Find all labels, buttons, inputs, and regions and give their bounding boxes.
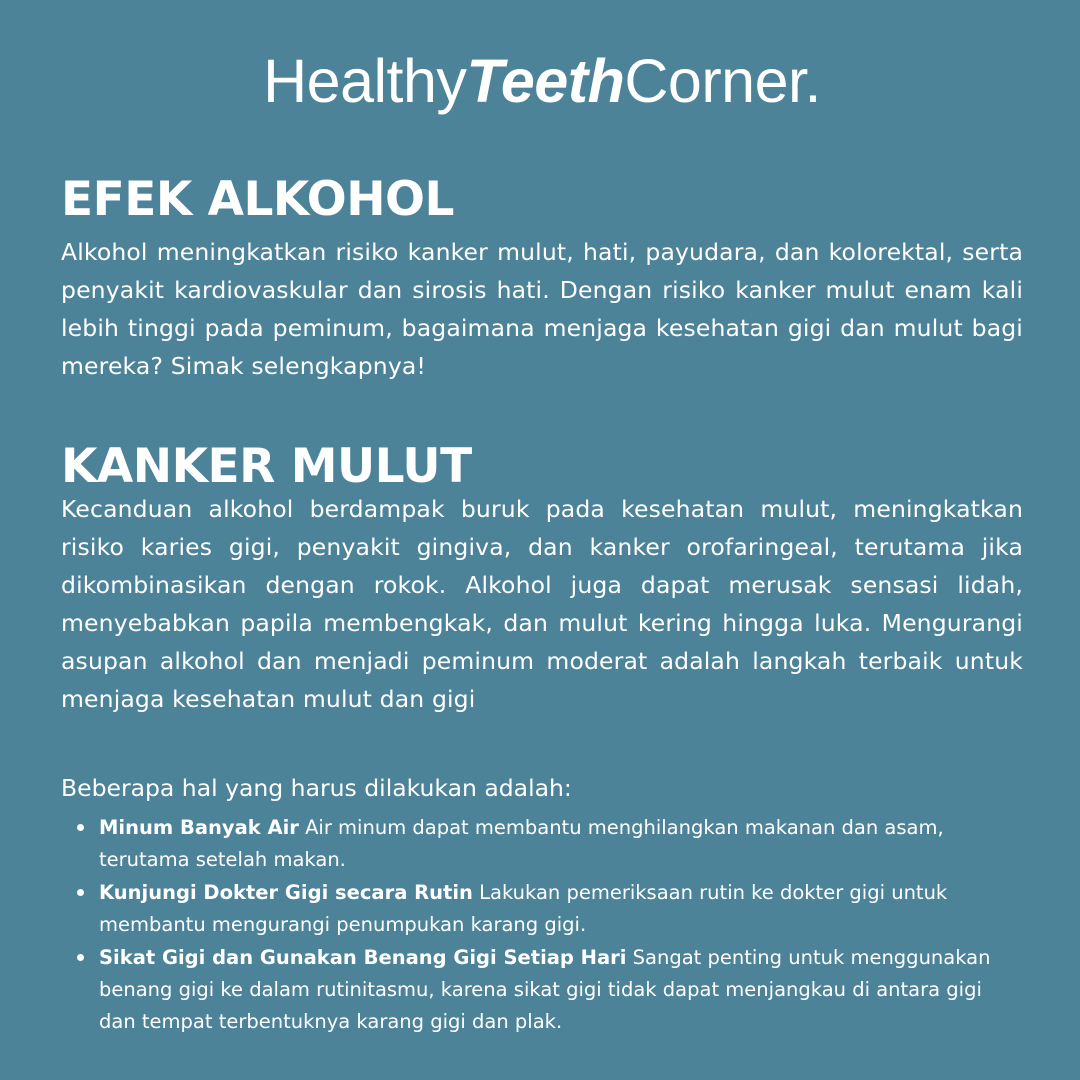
brand-part-corner: Corner. [624,47,821,115]
section-heading-efek-alkohol: EFEK ALKOHOL [61,172,454,227]
section-body-kanker-mulut: Kecanduan alkohol berdampak buruk pada kesehatan mulut, meningkatkan risiko karies gigi, penyakit gingiva, dan kanker orofaringeal, terutama jika dikombinasikan dengan rokok. Alkohol juga dapat merusak sensasi lidah, menyebabkan papila membengkak, dan mulut kering hingga luka. Mengurangi asupan alkohol dan menjadi peminum moderat adalah langkah terbaik untuk menjaga kesehatan mulut dan gigi [61,495,1023,713]
tip-text: Lakukan pemeriksaan rutin ke dokter gigi untuk membantu mengurangi penumpukan karang gigi. [99,881,948,936]
brand-part-teeth: Teeth [466,47,625,115]
bullet-icon [77,954,84,961]
tip-title: Kunjungi Dokter Gigi secara Rutin [99,881,473,904]
tip-text: Sangat penting untuk menggunakan benang gigi ke dalam rutinitasmu, karena sikat gigi tidak dapat menjangkau di antara gigi dan tempat terbentuknya karang gigi dan plak. [99,946,991,1033]
list-item [61,877,1023,941]
tip-title: Sikat Gigi dan Gunakan Benang Gigi Setiap Hari [99,946,627,969]
bullet-icon [77,824,84,831]
list-item [61,812,1023,876]
bullet-icon [77,889,84,896]
section-heading-kanker-mulut: KANKER MULUT [61,439,472,494]
tips-list [61,812,1023,1039]
tip-text: Air minum dapat membantu menghilangkan makanan dan asam, terutama setelah makan. [99,816,944,871]
brand-part-healthy: Healthy [263,47,467,115]
list-item [61,942,1023,1038]
tip-title: Minum Banyak Air [99,816,299,839]
brand-title [61,46,1023,116]
tips-intro: Beberapa hal yang harus dilakukan adalah: [61,774,572,802]
section-body-efek-alkohol: Alkohol meningkatkan risiko kanker mulut, hati, payudara, dan kolorektal, serta penyakit kardiovaskular dan sirosis hati. Dengan risiko kanker mulut enam kali lebih tinggi pada peminum, bagaimana menjaga kesehatan gigi dan mulut bagi mereka? Simak selengkapnya! [61,238,1023,380]
poster [61,0,1023,1080]
